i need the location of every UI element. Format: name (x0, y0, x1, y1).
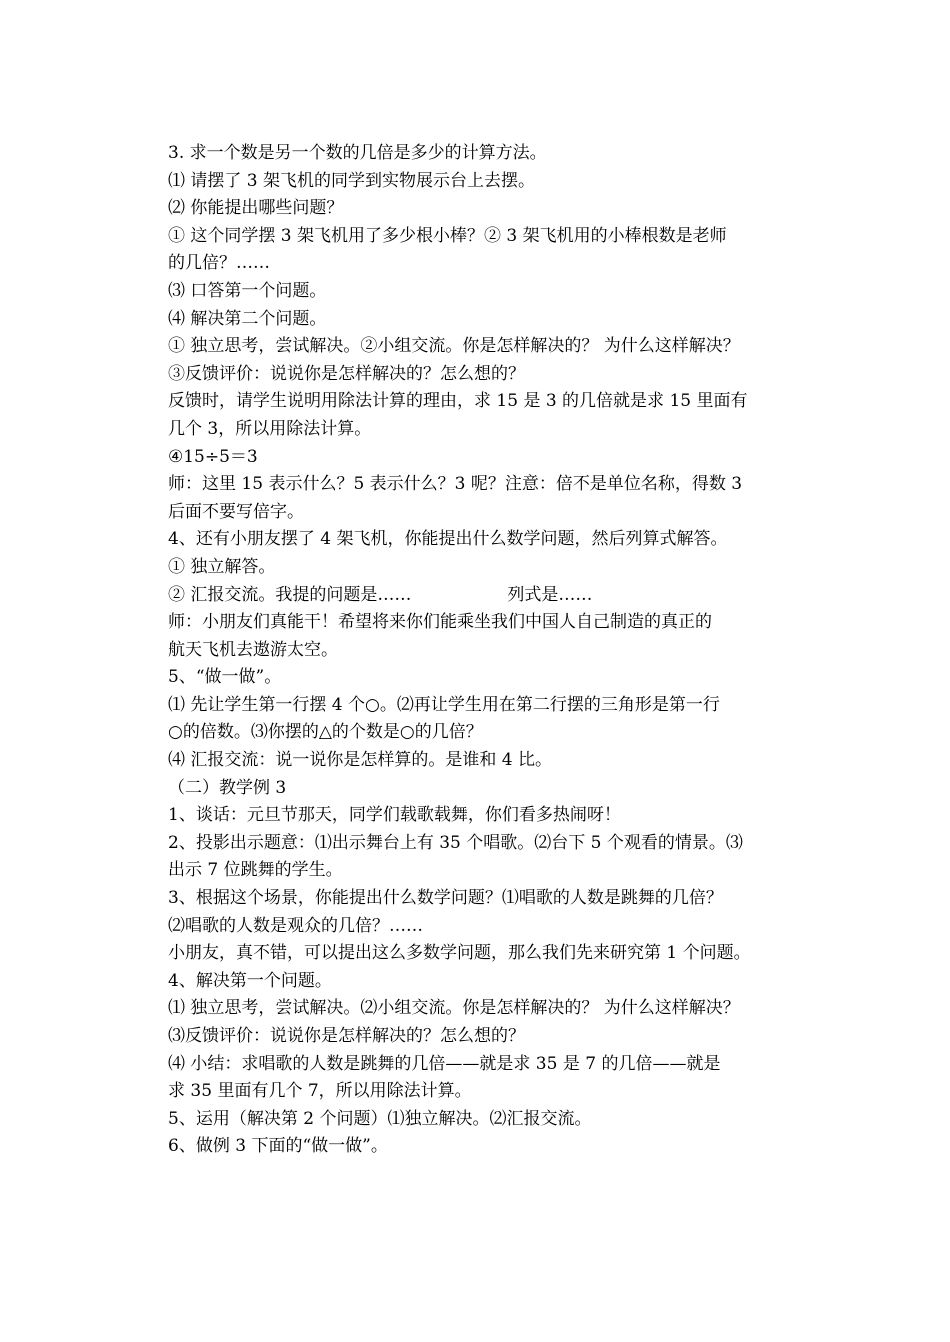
text-line: ⑵唱歌的人数是观众的几倍？…… (168, 915, 423, 936)
text-line: ⑶ 口答第一个问题。 (168, 280, 327, 301)
text-line: 5、“做一做”。 (168, 667, 282, 688)
text-line: 航天飞机去遨游太空。 (168, 639, 338, 660)
text-line: ① 这个同学摆 3 架飞机用了多少根小棒？② 3 架飞机用的小棒根数是老师 (168, 225, 727, 246)
text-line: 师：小朋友们真能干！希望将来你们能乘坐我们中国人自己制造的真正的 (168, 612, 712, 633)
text-line: 的几倍？…… (168, 253, 270, 274)
document-body (168, 140, 808, 1161)
text-line: ⑴ 先让学生第一行摆 4 个○。⑵再让学生用在第二行摆的三角形是第一行 (168, 694, 720, 715)
text-line: 6、做例 3 下面的“做一做”。 (168, 1136, 388, 1157)
text-line: 5、运用（解决第 2 个问题）⑴独立解决。⑵汇报交流。 (168, 1108, 592, 1129)
text-line: 1、谈话：元旦节那天，同学们载歌载舞，你们看多热闹呀！ (168, 805, 621, 826)
text-line: ⑷ 解决第二个问题。 (168, 308, 327, 329)
section-heading: （二）教学例 3 (168, 777, 287, 798)
text-line: ④15÷5＝3 (168, 446, 258, 467)
text-line: 3. 求一个数是另一个数的几倍是多少的计算方法。 (168, 143, 547, 163)
text-line: ⑴ 独立思考，尝试解决。⑵小组交流。你是怎样解决的？ 为什么这样解决？ (168, 998, 740, 1019)
text-line: 后面不要写倍字。 (168, 501, 304, 522)
text-line: 4、还有小朋友摆了 4 架飞机，你能提出什么数学问题，然后列算式解答。 (168, 529, 728, 550)
text-line: 2、投影出示题意：⑴出示舞台上有 35 个唱歌。⑵台下 5 个观看的情景。⑶ (168, 832, 743, 853)
text-line: 师：这里 15 表示什么？5 表示什么？3 呢？注意：倍不是单位名称，得数 3 (168, 474, 743, 495)
text-line: ⑶反馈评价：说说你是怎样解决的？怎么想的？ (168, 1026, 525, 1046)
text-line: 出示 7 位跳舞的学生。 (168, 860, 343, 881)
text-line: 小朋友，真不错，可以提出这么多数学问题，那么我们先来研究第 1 个问题。 (168, 943, 751, 964)
text-line (168, 582, 808, 610)
text-line: ⑷ 汇报交流：说一说你是怎样算的。是谁和 4 比。 (168, 750, 553, 771)
report-formula-text: 列式是…… (507, 584, 593, 605)
text-line: 3、根据这个场景，你能提出什么数学问题？⑴唱歌的人数是跳舞的几倍？ (168, 888, 723, 909)
text-line: ⑴ 请摆了 3 架飞机的同学到实物展示台上去摆。 (168, 170, 536, 191)
text-line: ○的倍数。⑶你摆的△的个数是○的几倍？ (168, 722, 483, 743)
text-line: ⑷ 小结：求唱歌的人数是跳舞的几倍——就是求 35 是 7 的几倍——就是 (168, 1053, 721, 1074)
text-line: ③反馈评价：说说你是怎样解决的？怎么想的？ (168, 363, 525, 384)
text-line: 求 35 里面有几个 7，所以用除法计算。 (168, 1081, 472, 1102)
text-line: ⑵ 你能提出哪些问题？ (168, 198, 344, 219)
report-question-text: ② 汇报交流。我提的问题是…… (168, 584, 412, 605)
text-line: 反馈时，请学生说明用除法计算的理由，求 15 是 3 的几倍就是求 15 里面有 (168, 391, 748, 412)
text-line: 几个 3，所以用除法计算。 (168, 418, 372, 439)
text-line: ① 独立解答。 (168, 556, 276, 577)
text-line: 4、解决第一个问题。 (168, 970, 332, 991)
text-line: ① 独立思考，尝试解决。②小组交流。你是怎样解决的？ 为什么这样解决？ (168, 336, 740, 357)
